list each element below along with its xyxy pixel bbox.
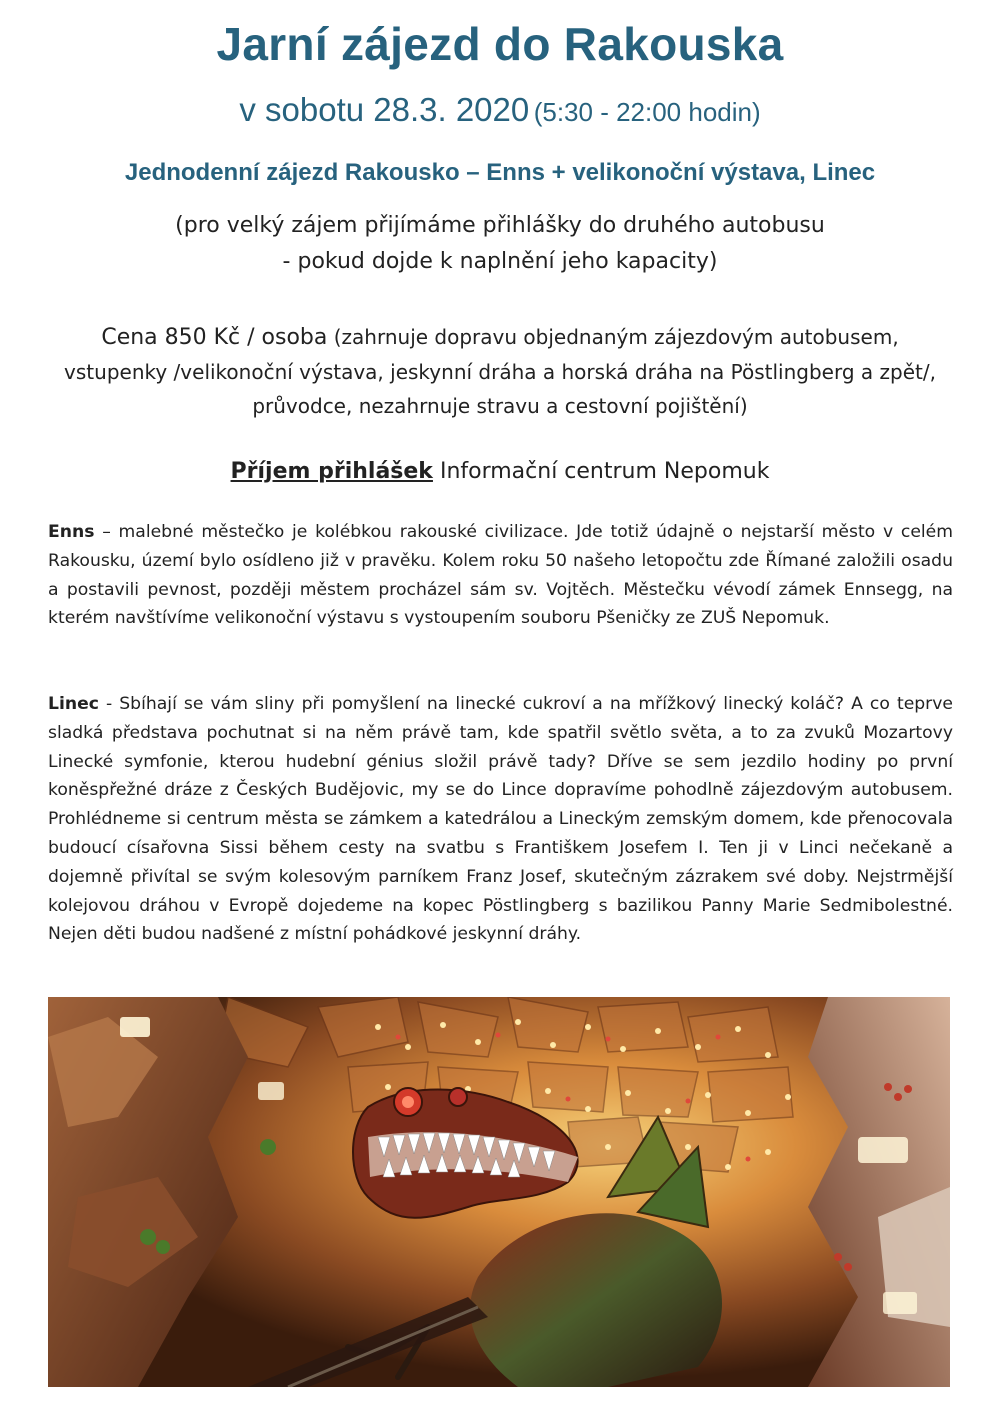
event-date-main: v sobotu 28.3. 2020 [239,91,530,128]
second-bus-note-line2: - pokud dojde k naplnění jeho kapacity) [282,249,718,274]
linec-name: Linec [48,694,99,714]
page-title: Jarní zájezd do Rakouska [216,18,784,70]
enns-name: Enns [48,522,95,542]
signup-label: Příjem přihlášek [230,459,433,484]
second-bus-note [100,208,900,280]
price-info [55,320,945,423]
linec-text: - Sbíhají se vám sliny při pomyšlení na linecké cukroví a na mřížkový linecký koláč? A co teprve sladká představa pochutnat si na něm právě tam, kde spatřil světlo světa, a to za zvuků Mozartovy Linecké symfonie, kterou hudební génius složil právě tady? Dříve se sem jezdilo hodiny po první koněspřežné dráze z Českých Budějovic, my se do Lince dopravíme pohodlně zájezdovým autobusem. Prohlédneme si centrum města se zámkem a katedrálou a Lineckým zemským domem, kde přenocovala budoucí císařovna Sissi během cesty na svatbu s Františkem Josefem I. Ten ji v Linci nečekaně a dojemně přivítal se svým kolesovým parníkem Franz Josef, skutečným zázrakem své doby. Nejstrmější kolejovou dráhou v Evropě dojedeme na kopec Pöstlingberg s bazilikou Panny Marie Sedmibolestné. Nejen děti budou nadšené z místní pohádkové jeskynní dráhy. [48,694,953,945]
enns-text: – malebné městečko je kolébkou rakouské civilizace. Jde totiž údajně o nejstarší město v celém Rakousku, území bylo osídleno již v pravěku. Kolem roku 50 našeho letopočtu zde Římané založili osadu a postavili pevnost, později městem procházel sám sv. Vojtěch. Městečku vévodí zámek Ennsegg, na kterém navštívíme velikonoční výstavu s vystoupením souboru Pšeničky ze ZUŠ Nepomuk. [48,522,953,629]
event-date [0,86,1000,141]
price-details: (zahrnuje dopravu objednaným zájezdovým autobusem, vstupenky /velikonoční výstava, jeskynní dráha a horská dráha na Pöstlingberg a zpět/, průvodce, nezahrnuje stravu a cestovní pojištění) [64,325,936,418]
price-lead: Cena 850 Kč / osoba [101,325,328,350]
dragon-cave-photo [48,997,950,1387]
linec-paragraph [48,690,953,949]
event-hours: (5:30 - 22:00 hodin) [533,97,761,127]
dragon-cave-illustration [48,997,950,1387]
signup-info [0,454,1000,490]
enns-paragraph [48,518,953,633]
signup-place: Informační centrum Nepomuk [439,459,770,484]
trip-subtitle: Jednodenní zájezd Rakousko – Enns + velikonoční výstava, Linec [124,159,876,186]
second-bus-note-line1: (pro velký zájem přijímáme přihlášky do druhého autobusu [175,213,825,238]
